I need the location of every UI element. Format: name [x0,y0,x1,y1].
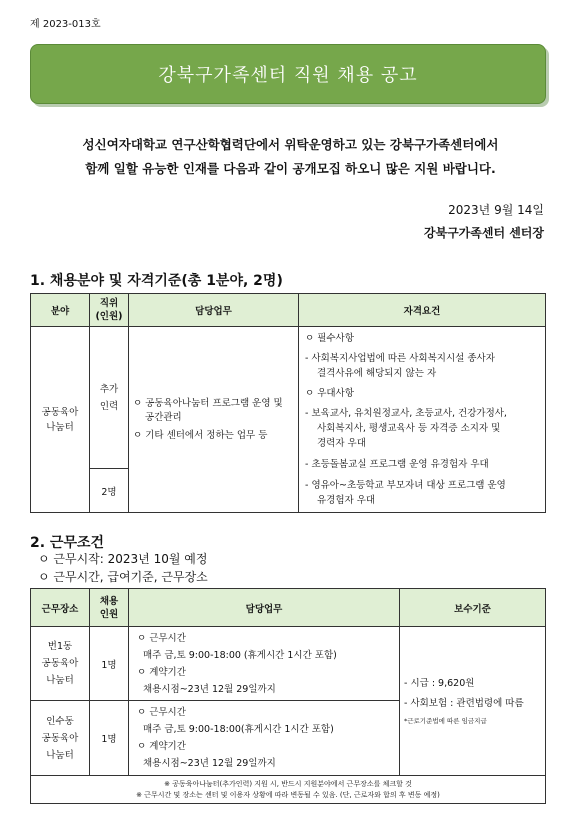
work-line: 매주 금,토 9:00-18:00(휴게시간 1시간 포함) [143,724,334,735]
req-line: 사회복지사, 평생교육사 등 자격증 소지자 및 [317,423,501,434]
work-line: ㅇ 근무시간 [137,632,186,644]
count-cell: 1명 [90,701,129,776]
pay-cell [400,627,546,776]
req-line: - 초등돌봄교실 프로그램 운영 유경험자 우대 [305,459,489,470]
place-cell: 번1동 공동육아 나눔터 [31,627,90,701]
condition-bullet: ㅇ 근무시작: 2023년 10월 예정 [38,552,208,566]
req-line: - 보육교사, 유치원정교사, 초등교사, 건강가정사, [305,408,507,419]
count-cell: 2명 [90,469,129,513]
position-cell: 추가 인력 [90,327,129,469]
conditions-table [30,588,546,804]
header-count: 채용 인원 [90,589,129,627]
work-line: ㅇ 계약기간 [137,741,186,752]
work-cell [129,701,400,776]
header-duty2: 담당업무 [129,589,400,627]
req-line: 유경험자 우대 [317,495,376,506]
footnote-cell [31,776,546,804]
duty-cell [129,327,299,513]
duty-line: 공간관리 [145,411,182,423]
document-number: 제 2023-013호 [30,19,101,30]
pay-note: *근로기준법에 따른 임금지급 [404,717,487,725]
work-line: 채용시점~23년 12월 29일까지 [143,758,276,769]
header-duty: 담당업무 [129,294,299,327]
req-line: 경력자 우대 [317,438,366,449]
intro-line: 함께 일할 유능한 인재를 다음과 같이 공개모집 하오니 많은 지원 바랍니다. [85,161,496,176]
condition-bullet: ㅇ 근무시간, 급여기준, 근무장소 [38,570,208,584]
pay-line: - 시급 : 9,620원 [404,678,475,689]
header-requirements: 자격요건 [299,294,546,327]
req-line: - 영유아~초등학교 부모자녀 대상 프로그램 운영 [305,480,506,491]
signer: 강북구가족센터 센터장 [423,226,544,240]
req-line: - 사회복지사업법에 따른 사회복지시설 종사자 [305,353,495,364]
footnote: ※ 공동육아나눔터(추가인력) 지원 시, 반드시 지원분야에서 근무장소를 체크할 것 [164,779,412,788]
field-cell: 공동육아 나눔터 [31,327,90,513]
count-cell: 1명 [90,627,129,701]
header-place: 근무장소 [31,589,90,627]
announcement-date: 2023년 9월 14일 [448,203,544,217]
footnote: ※ 근무시간 및 장소는 센터 및 이용자 상황에 따라 변동될 수 있음. (단, 근로자와 합의 후 변동 예정) [136,790,440,799]
req-line: ㅇ 필수사항 [305,333,354,344]
duty-line: ㅇ 공동육아나눔터 프로그램 운영 및 [133,397,283,409]
req-line: ㅇ 우대사항 [305,388,354,399]
intro-line: 성신여자대학교 연구산학협력단에서 위탁운영하고 있는 강북구가족센터에서 [82,137,499,152]
work-cell [129,627,400,701]
work-line: ㅇ 근무시간 [137,707,186,718]
header-field: 분야 [31,294,90,327]
recruitment-table [30,293,546,513]
work-line: 채용시점~23년 12월 29일까지 [143,683,276,695]
req-line: 결격사유에 해당되지 않는 자 [317,368,437,379]
page-title: 강북구가족센터 직원 채용 공고 [158,65,418,86]
pay-line: - 사회보험 : 관련법령에 따름 [404,698,524,709]
section1-heading: 1. 채용분야 및 자격기준(총 1분야, 2명) [30,273,283,289]
intro-text [20,133,561,181]
header-position: 직위 (인원) [90,294,129,327]
requirements-cell [299,327,546,513]
work-line: 매주 금,토 9:00-18:00 (휴게시간 1시간 포함) [143,649,337,661]
title-banner [30,44,546,104]
duty-line: ㅇ 기타 센터에서 정하는 업무 등 [133,429,268,441]
header-pay: 보수기준 [400,589,546,627]
section2-heading: 2. 근무조건 [30,535,105,551]
place-cell: 인수동 공동육아 나눔터 [31,701,90,776]
work-line: ㅇ 계약기간 [137,666,186,678]
